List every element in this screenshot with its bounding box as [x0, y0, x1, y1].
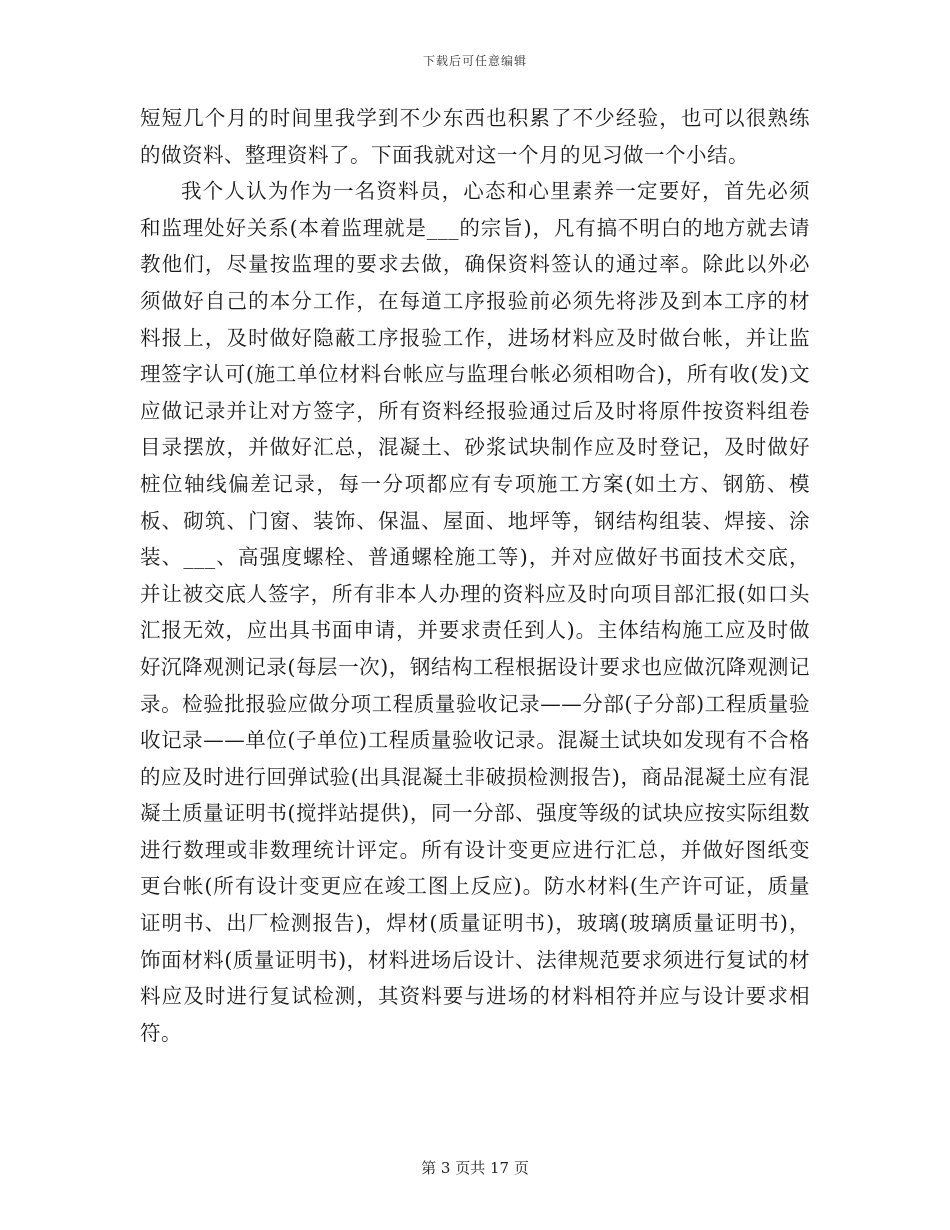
header-text: 下载后可任意编辑 — [422, 54, 527, 68]
page-footer — [0, 1157, 950, 1178]
page-header — [0, 52, 950, 69]
document-body — [140, 100, 810, 1051]
paragraph-main: 我个人认为作为一名资料员，心态和心里素养一定要好，首先必须和监理处好关系(本着监理就是___的宗旨)，凡有搞不明白的地方就去请教他们，尽量按监理的要求去做，确保资料签认的通过率。除此以外必须做好自己的本分工作，在每道工序报验前必须先将涉及到本工序的材料报上，及时做好隐蔽工序报验工作，进场材料应及时做台帐，并让监理签字认可(施工单位材料台帐应与监理台帐必须相吻合)，所有收(发)文应做记录并让对方签字，所有资料经报验通过后及时将原件按资料组卷目录摆放，并做好汇总，混凝土、砂浆试块制作应及时登记，及时做好桩位轴线偏差记录，每一分项都应有专项施工方案(如土方、钢筋、模板、砌筑、门窗、装饰、保温、屋面、地坪等，钢结构组装、焊接、涂装、___、高强度螺栓、普通螺栓施工等)，并对应做好书面技术交底，并让被交底人签字，所有非本人办理的资料应及时向项目部汇报(如口头汇报无效，应出具书面申请，并要求责任到人)。主体结构施工应及时做好沉降观测记录(每层一次)，钢结构工程根据设计要求也应做沉降观测记录。检验批报验应做分项工程质量验收记录——分部(子分部)工程质量验收记录——单位(子单位)工程质量验收记录。混凝土试块如发现有不合格的应及时进行回弹试验(出具混凝土非破损检测报告)，商品混凝土应有混凝土质量证明书(搅拌站提供)，同一分部、强度等级的试块应按实际组数进行数理或非数理统计评定。所有设计变更应进行汇总，并做好图纸变更台帐(所有设计变更应在竣工图上反应)。防水材料(生产许可证，质量证明书、出厂检测报告)，焊材(质量证明书)，玻璃(玻璃质量证明书)，饰面材料(质量证明书)，材料进场后设计、法律规范要求须进行复试的材料应及时进行复试检测，其资料要与进场的材料相符并应与设计要求相符。 — [140, 179, 810, 1045]
paragraph-continuation: 短短几个月的时间里我学到不少东西也积累了不少经验，也可以很熟练的做资料、整理资料了。下面我就对这一个月的见习做一个小结。 — [140, 106, 810, 167]
page-number: 第 3 页共 17 页 — [421, 1159, 529, 1177]
